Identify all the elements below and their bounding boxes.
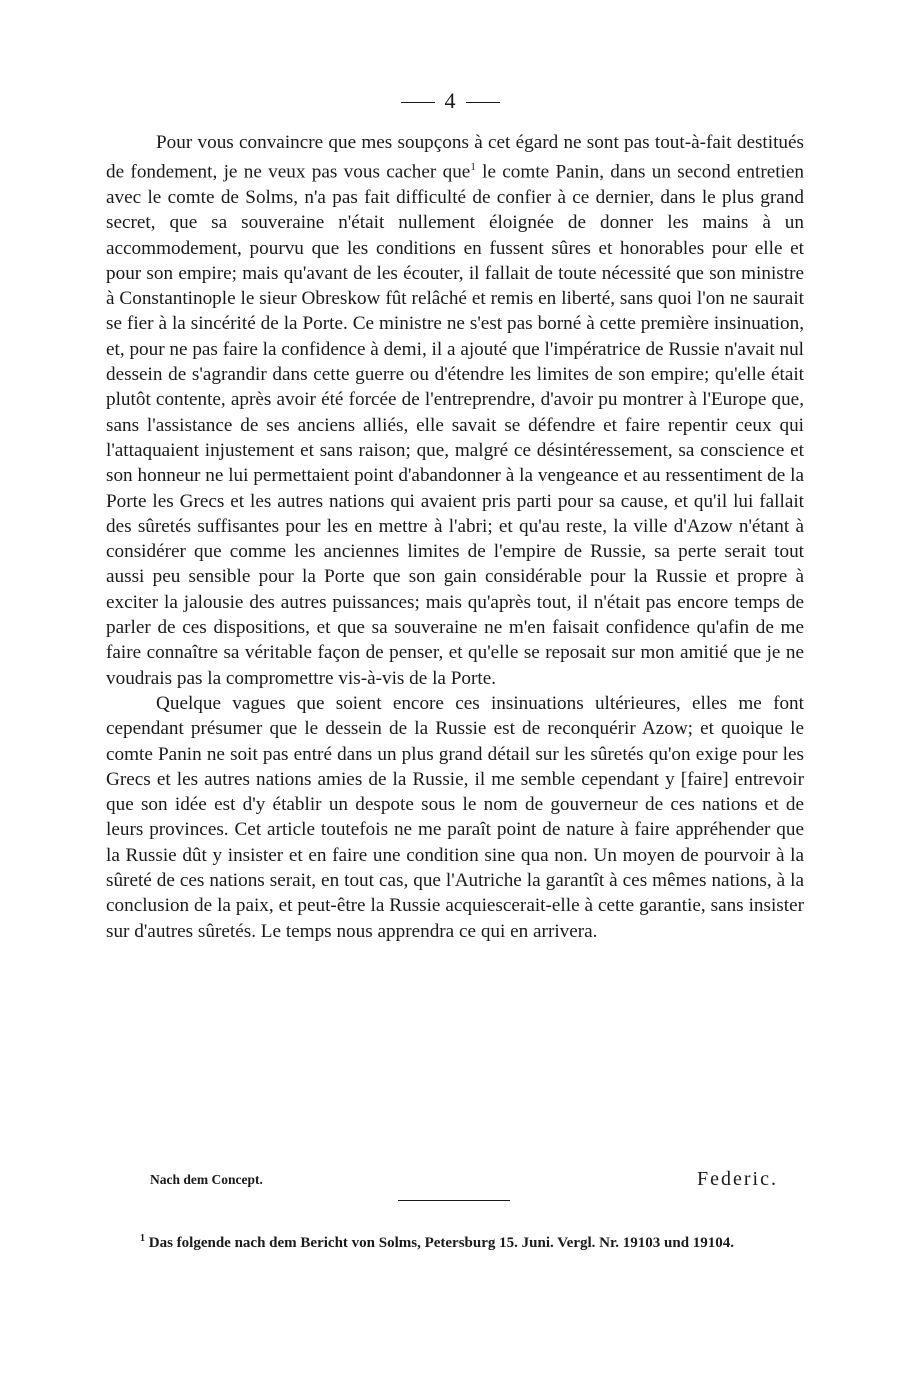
page-number	[0, 88, 900, 114]
footnote-marker: 1	[140, 1233, 145, 1244]
footnote-divider	[398, 1200, 510, 1201]
signoff	[106, 1168, 804, 1194]
letter-body	[106, 130, 804, 944]
footnote-reference: 1	[470, 161, 476, 174]
signature: Federic.	[697, 1168, 778, 1190]
footnote-text: Das folgende nach dem Bericht von Solms, Petersburg 15. Juni. Vergl. Nr. 19103 und 19104.	[148, 1235, 735, 1251]
paragraph-1-text-b: le comte Panin, dans un second entretien avec le comte de Solms, n'a pas fait difficulté de confier à ce dernier, dans le plus grand secret, que sa souveraine n'était nullement éloignée de donner les mains à un accommodement, pourvu que les conditions en fussent sûres et honorables pour elle et pour son empire; mais qu'avant de les écouter, il fallait de toute nécessité que son ministre à Constantinople le sieur Obreskow fût relâché et remis en liberté, sans quoi l'on ne saurait se fier à la sincérité de la Porte. Ce ministre ne s'est pas borné à cette première insinuation, et, pour ne pas faire la confidence à demi, il a ajouté que l'impératrice de Russie n'avait nul dessein de s'agrandir dans cette guerre ou d'étendre les limites de son empire; qu'elle était plutôt contente, après avoir été forcée de l'entreprendre, d'avoir pu montrer à l'Europe que, sans l'assistance de ses anciens alliés, elle savait se défendre et faire repentir ceux qui l'attaquaient injustement et sans raison; que, malgré ce désintéressement, sa conscience et son honneur ne lui permettaient point d'abandonner à la vengeance et au ressentiment de la Porte les Grecs et les autres nations qui avaient pris parti pour sa cause, et qu'il lui fallait des sûretés suffisantes pour les en mettre à l'abri; et qu'au reste, la ville d'Azow n'étant à considérer que comme les anciennes limites de l'empire de Russie, sa perte serait tout aussi peu sensible pour la Porte que son gain considérable pour la Russie et propre à exciter la jalousie des autres puissances; mais qu'après tout, il n'était pas encore temps de parler de ces dispositions, et que sa souveraine ne m'en faisait confidence qu'afin de me faire connaître sa véritable façon de penser, et qu'elle se reposait sur mon amitié que je ne voudrais pas la compromettre vis-à-vis de la Porte.	[106, 161, 804, 689]
page-number-value: 4	[444, 88, 456, 113]
page-number-dash-right	[466, 102, 500, 103]
source-note: Nach dem Concept.	[150, 1172, 263, 1187]
paragraph-1	[106, 130, 804, 691]
footnote	[106, 1228, 804, 1254]
paragraph-2: Quelque vagues que soient encore ces insinuations ultérieures, elles me font cependant présumer que le dessein de la Russie est de reconquérir Azow; et quoique le comte Panin ne soit pas entré dans un plus grand détail sur les sûretés qu'on exige pour les Grecs et les autres nations amies de la Russie, il me semble cependant y [faire] entrevoir que son idée est d'y établir un despote sous le nom de gouverneur de ces nations et de leurs provinces. Cet article toutefois ne me paraît point de nature à faire appréhender que la Russie dût y insister et en faire une condition sine qua non. Un moyen de pourvoir à la sûreté de ces nations serait, en tout cas, que l'Autriche la garantît à ces mêmes nations, à la conclusion de la paix, et peut-être la Russie acquiescerait-elle à cette garantie, sans insister sur d'autres sûretés. Le temps nous apprendra ce qui en arrivera.	[106, 692, 804, 942]
paragraph-1-text-a: Pour vous convaincre que mes soupçons à cet égard ne sont pas tout-à-fait destitués de fondement, je ne veux pas vous cacher que	[106, 132, 804, 183]
page-number-dash-left	[401, 102, 435, 103]
